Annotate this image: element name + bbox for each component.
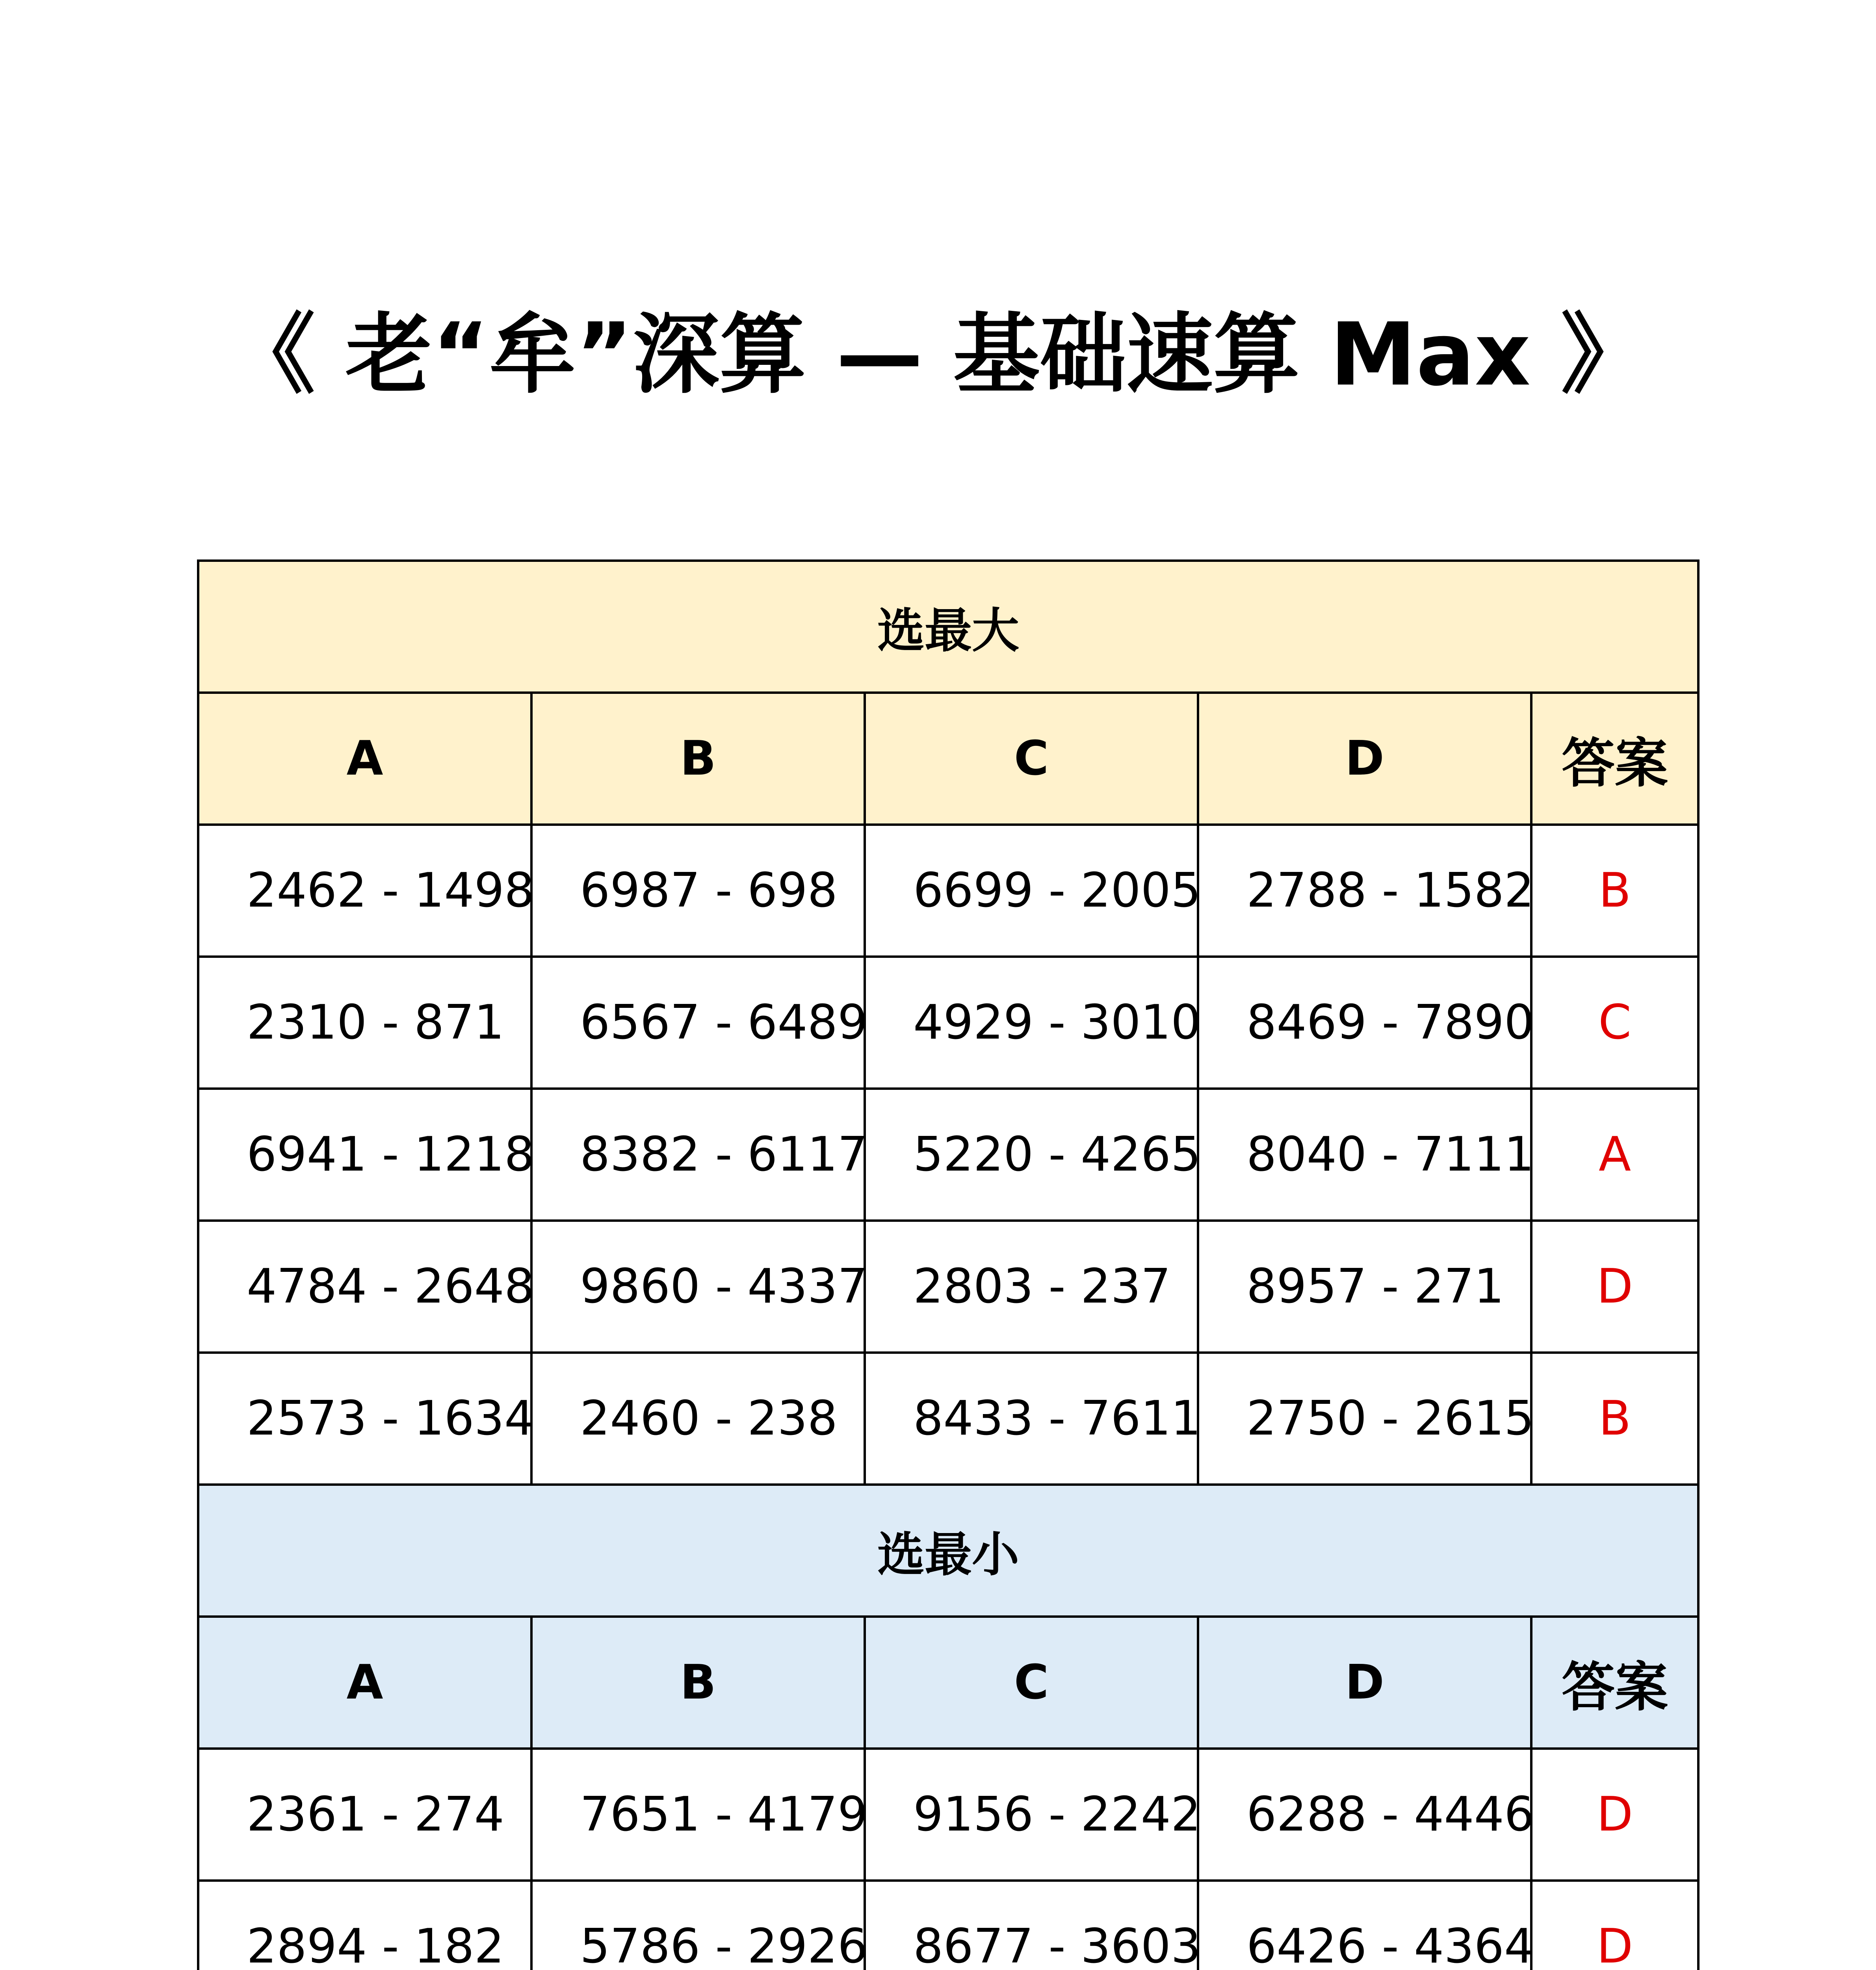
question-cell: 9860 - 4337 [531,1221,865,1353]
question-cell: 8469 - 7890 [1198,957,1531,1089]
question-cell: 5786 - 2926 [531,1881,865,1970]
answer-cell: A [1531,1089,1698,1221]
question-cell: 6567 - 6489 [531,957,865,1089]
question-cell: 8040 - 7111 [1198,1089,1531,1221]
section-title-row [198,1485,1698,1617]
question-cell: 8382 - 6117 [531,1089,865,1221]
question-cell: 6288 - 4446 [1198,1749,1531,1881]
question-cell: 2573 - 1634 [198,1353,531,1485]
section-title-min: 选最小 [198,1485,1698,1617]
question-cell: 2788 - 1582 [1198,825,1531,957]
answer-cell: D [1531,1221,1698,1353]
table-row [198,957,1698,1089]
column-header-row [198,1617,1698,1749]
column-header-a: A [198,1617,531,1749]
section-title-row [198,561,1698,693]
column-header-d: D [1198,1617,1531,1749]
answer-cell: B [1531,825,1698,957]
page-title: 《 老“牟”深算 — 基础速算 Max 》 [228,304,1648,405]
question-cell: 2894 - 182 [198,1881,531,1970]
question-cell: 9156 - 2242 [865,1749,1198,1881]
table-row [198,1881,1698,1970]
question-cell: 8957 - 271 [1198,1221,1531,1353]
column-header-answer: 答案 [1531,1617,1698,1749]
question-cell: 8433 - 7611 [865,1353,1198,1485]
table-row [198,1353,1698,1485]
section-max [198,561,1698,1485]
question-cell: 6941 - 1218 [198,1089,531,1221]
table-row [198,1749,1698,1881]
column-header-c: C [865,1617,1198,1749]
question-cell: 4784 - 2648 [198,1221,531,1353]
question-cell: 4929 - 3010 [865,957,1198,1089]
column-header-b: B [531,1617,865,1749]
column-header-row [198,693,1698,825]
question-cell: 2460 - 238 [531,1353,865,1485]
table-row [198,825,1698,957]
column-header-answer: 答案 [1531,693,1698,825]
question-cell: 2462 - 1498 [198,825,531,957]
column-header-b: B [531,693,865,825]
question-cell: 2750 - 2615 [1198,1353,1531,1485]
question-cell: 5220 - 4265 [865,1089,1198,1221]
table-row [198,1089,1698,1221]
worksheet-table [197,559,1700,1970]
section-min [198,1485,1698,1970]
question-cell: 6987 - 698 [531,825,865,957]
answer-cell: C [1531,957,1698,1089]
table-row [198,1221,1698,1353]
column-header-c: C [865,693,1198,825]
question-cell: 2361 - 274 [198,1749,531,1881]
question-cell: 8677 - 3603 [865,1881,1198,1970]
question-cell: 2310 - 871 [198,957,531,1089]
question-cell: 7651 - 4179 [531,1749,865,1881]
answer-cell: D [1531,1881,1698,1970]
answer-cell: D [1531,1749,1698,1881]
column-header-d: D [1198,693,1531,825]
question-cell: 6426 - 4364 [1198,1881,1531,1970]
column-header-a: A [198,693,531,825]
answer-cell: B [1531,1353,1698,1485]
question-cell: 2803 - 237 [865,1221,1198,1353]
question-cell: 6699 - 2005 [865,825,1198,957]
section-title-max: 选最大 [198,561,1698,693]
